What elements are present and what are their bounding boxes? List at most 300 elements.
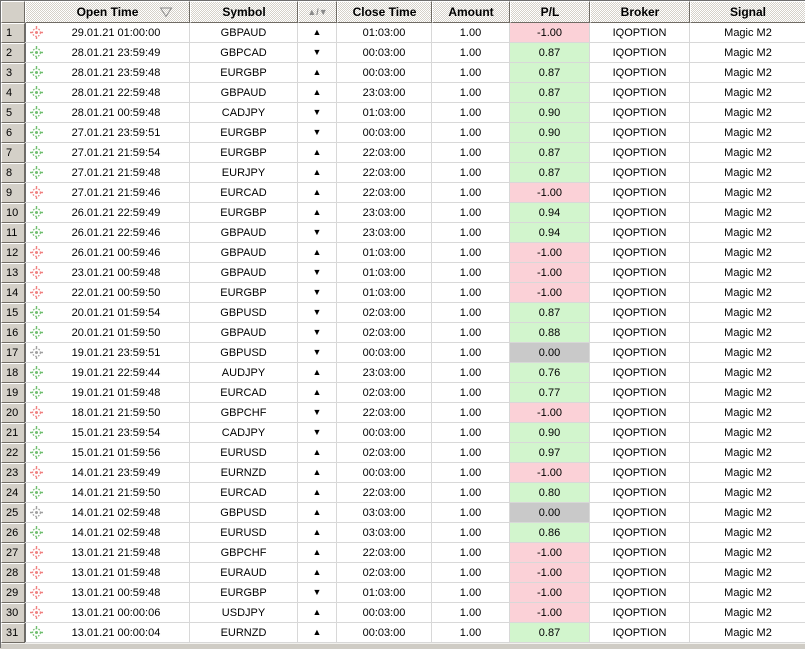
broker-cell: IQOPTION [590, 583, 690, 603]
amount-cell: 1.00 [432, 143, 510, 163]
open-time-value: 15.01.21 01:59:56 [71, 446, 161, 459]
direction-cell [298, 343, 337, 363]
pl-cell: -1.00 [510, 603, 590, 623]
row-number-button[interactable]: 29 [1, 583, 25, 603]
row-number-button[interactable]: 21 [1, 423, 25, 443]
close-time-cell: 22:03:00 [337, 483, 432, 503]
table-row[interactable] [1, 563, 805, 583]
broker-cell: IQOPTION [590, 83, 690, 103]
signal-cell: Magic M2 [690, 183, 805, 203]
row-number-button[interactable]: 2 [1, 43, 25, 63]
amount-cell: 1.00 [432, 403, 510, 423]
direction-down-icon: ▼ [312, 347, 322, 357]
symbol-cell: GBPUSD [190, 503, 298, 523]
open-time-cell [25, 323, 190, 343]
symbol-cell: GBPUSD [190, 343, 298, 363]
signal-header-label: Signal [729, 5, 766, 19]
open-time-value: 28.01.21 23:59:49 [71, 46, 161, 59]
signal-cell: Magic M2 [690, 443, 805, 463]
table-row[interactable] [1, 283, 805, 303]
signal-cell: Magic M2 [690, 223, 805, 243]
open-time-value: 27.01.21 21:59:48 [71, 166, 161, 179]
direction-cell [298, 563, 337, 583]
symbol-cell: GBPCHF [190, 543, 298, 563]
close-time-cell: 00:03:00 [337, 63, 432, 83]
row-number-button[interactable]: 27 [1, 543, 25, 563]
close-time-cell: 00:03:00 [337, 343, 432, 363]
open-time-value: 20.01.21 01:59:54 [71, 306, 161, 319]
direction-down-icon: ▼ [312, 227, 322, 237]
filter-funnel-icon[interactable] [159, 7, 173, 21]
pl-cell: 0.90 [510, 103, 590, 123]
broker-cell: IQOPTION [590, 463, 690, 483]
direction-down-icon: ▼ [312, 587, 322, 597]
pl-cell: 0.94 [510, 203, 590, 223]
col-header-direction[interactable] [298, 1, 337, 23]
broker-cell: IQOPTION [590, 443, 690, 463]
pl-cell: 0.87 [510, 143, 590, 163]
signal-cell: Magic M2 [690, 583, 805, 603]
table-row[interactable] [1, 383, 805, 403]
pl-cell: -1.00 [510, 583, 590, 603]
broker-cell: IQOPTION [590, 403, 690, 423]
direction-up-icon: ▲ [312, 447, 322, 457]
amount-cell: 1.00 [432, 83, 510, 103]
close-time-cell: 22:03:00 [337, 143, 432, 163]
open-time-cell [25, 463, 190, 483]
open-time-cell [25, 103, 190, 123]
table-row[interactable] [1, 163, 805, 183]
open-time-value: 26.01.21 22:59:46 [71, 226, 161, 239]
open-time-cell [25, 143, 190, 163]
open-time-cell [25, 523, 190, 543]
row-number-button[interactable]: 23 [1, 463, 25, 483]
direction-cell [298, 423, 337, 443]
result-loss-icon [30, 466, 43, 479]
row-number-button[interactable]: 15 [1, 303, 25, 323]
symbol-cell: EURCAD [190, 383, 298, 403]
result-win-icon [30, 306, 43, 319]
open-time-value: 20.01.21 01:59:50 [71, 326, 161, 339]
signal-cell: Magic M2 [690, 483, 805, 503]
pl-cell: 0.87 [510, 163, 590, 183]
symbol-cell: EURJPY [190, 163, 298, 183]
table-row[interactable] [1, 63, 805, 83]
table-row[interactable] [1, 223, 805, 243]
direction-down-icon: ▼ [312, 427, 322, 437]
open-time-cell [25, 283, 190, 303]
direction-up-icon: ▲ [312, 247, 322, 257]
amount-cell: 1.00 [432, 503, 510, 523]
direction-cell [298, 263, 337, 283]
col-header-symbol[interactable] [190, 1, 298, 23]
close-time-cell: 01:03:00 [337, 583, 432, 603]
table-row[interactable] [1, 323, 805, 343]
result-loss-icon [30, 186, 43, 199]
signal-cell: Magic M2 [690, 383, 805, 403]
direction-header-arrows-icon: ▲/▼ [307, 7, 328, 17]
amount-cell: 1.00 [432, 343, 510, 363]
close-time-cell: 01:03:00 [337, 243, 432, 263]
row-number-button[interactable]: 20 [1, 403, 25, 423]
direction-cell [298, 523, 337, 543]
signal-cell: Magic M2 [690, 23, 805, 43]
direction-cell [298, 283, 337, 303]
row-number-button[interactable]: 28 [1, 563, 25, 583]
signal-cell: Magic M2 [690, 603, 805, 623]
row-number-button[interactable]: 10 [1, 203, 25, 223]
broker-cell: IQOPTION [590, 423, 690, 443]
row-number-button[interactable]: 22 [1, 443, 25, 463]
direction-cell [298, 183, 337, 203]
symbol-cell: EURNZD [190, 623, 298, 643]
row-number-button[interactable]: 17 [1, 343, 25, 363]
direction-up-icon: ▲ [312, 627, 322, 637]
signal-cell: Magic M2 [690, 523, 805, 543]
direction-cell [298, 603, 337, 623]
col-header-broker[interactable] [590, 1, 690, 23]
table-header-row [1, 1, 805, 23]
table-row[interactable] [1, 603, 805, 623]
result-win-icon [30, 626, 43, 639]
row-number-button[interactable]: 30 [1, 603, 25, 623]
signal-cell: Magic M2 [690, 343, 805, 363]
result-win-icon [30, 486, 43, 499]
pl-cell: 0.87 [510, 303, 590, 323]
result-loss-icon [30, 406, 43, 419]
signal-cell: Magic M2 [690, 83, 805, 103]
open-time-value: 14.01.21 23:59:49 [71, 466, 161, 479]
amount-cell: 1.00 [432, 223, 510, 243]
table-row[interactable] [1, 243, 805, 263]
open-time-cell [25, 43, 190, 63]
direction-up-icon: ▲ [312, 67, 322, 77]
symbol-cell: CADJPY [190, 103, 298, 123]
symbol-cell: GBPCAD [190, 43, 298, 63]
direction-cell [298, 543, 337, 563]
close-time-cell: 23:03:00 [337, 223, 432, 243]
row-number-button[interactable]: 3 [1, 63, 25, 83]
close-time-cell: 01:03:00 [337, 283, 432, 303]
row-number-button[interactable]: 1 [1, 23, 25, 43]
close-time-cell: 02:03:00 [337, 563, 432, 583]
broker-cell: IQOPTION [590, 63, 690, 83]
open-time-header-label: Open Time [76, 5, 139, 19]
result-loss-icon [30, 26, 43, 39]
open-time-value: 13.01.21 00:00:04 [71, 626, 161, 639]
col-header-close-time[interactable] [337, 1, 432, 23]
amount-cell: 1.00 [432, 543, 510, 563]
close-time-cell: 00:03:00 [337, 423, 432, 443]
row-number-button[interactable]: 5 [1, 103, 25, 123]
result-win-icon [30, 86, 43, 99]
pl-cell: 0.97 [510, 443, 590, 463]
signal-cell: Magic M2 [690, 143, 805, 163]
corner-header-cell [1, 1, 25, 23]
bottom-strip [1, 643, 805, 649]
amount-cell: 1.00 [432, 163, 510, 183]
direction-cell [298, 63, 337, 83]
direction-down-icon: ▼ [312, 327, 322, 337]
row-number-button[interactable]: 24 [1, 483, 25, 503]
open-time-value: 13.01.21 01:59:48 [71, 566, 161, 579]
table-row[interactable] [1, 43, 805, 63]
row-number-button[interactable]: 14 [1, 283, 25, 303]
table-row[interactable] [1, 463, 805, 483]
direction-cell [298, 143, 337, 163]
direction-cell [298, 363, 337, 383]
pl-cell: -1.00 [510, 463, 590, 483]
signal-cell: Magic M2 [690, 463, 805, 483]
amount-cell: 1.00 [432, 603, 510, 623]
direction-up-icon: ▲ [312, 167, 322, 177]
broker-cell: IQOPTION [590, 43, 690, 63]
result-win-icon [30, 146, 43, 159]
open-time-cell [25, 243, 190, 263]
broker-cell: IQOPTION [590, 23, 690, 43]
col-header-open-time[interactable] [25, 1, 190, 23]
signal-cell: Magic M2 [690, 263, 805, 283]
open-time-cell [25, 383, 190, 403]
broker-cell: IQOPTION [590, 223, 690, 243]
symbol-cell: GBPCHF [190, 403, 298, 423]
result-loss-icon [30, 246, 43, 259]
amount-header-label: Amount [448, 5, 494, 19]
broker-cell: IQOPTION [590, 543, 690, 563]
table-row[interactable] [1, 363, 805, 383]
pl-cell: -1.00 [510, 403, 590, 423]
result-win-icon [30, 166, 43, 179]
open-time-value: 14.01.21 21:59:50 [71, 486, 161, 499]
amount-cell: 1.00 [432, 443, 510, 463]
row-number-button[interactable]: 4 [1, 83, 25, 103]
close-time-cell: 00:03:00 [337, 603, 432, 623]
broker-cell: IQOPTION [590, 603, 690, 623]
close-time-cell: 22:03:00 [337, 403, 432, 423]
symbol-header-label: Symbol [222, 5, 266, 19]
result-loss-icon [30, 286, 43, 299]
close-time-cell: 01:03:00 [337, 263, 432, 283]
open-time-cell [25, 583, 190, 603]
col-header-amount[interactable] [432, 1, 510, 23]
row-number-button[interactable]: 13 [1, 263, 25, 283]
result-draw-icon [30, 346, 43, 359]
broker-cell: IQOPTION [590, 283, 690, 303]
col-header-pl[interactable] [510, 1, 590, 23]
result-win-icon [30, 366, 43, 379]
direction-up-icon: ▲ [312, 387, 322, 397]
result-win-icon [30, 386, 43, 399]
table-row[interactable] [1, 203, 805, 223]
table-row[interactable] [1, 123, 805, 143]
open-time-value: 26.01.21 00:59:46 [71, 246, 161, 259]
open-time-cell [25, 343, 190, 363]
row-number-button[interactable]: 12 [1, 243, 25, 263]
symbol-cell: USDJPY [190, 603, 298, 623]
table-row[interactable] [1, 23, 805, 43]
open-time-cell [25, 303, 190, 323]
pl-cell: 0.90 [510, 423, 590, 443]
pl-cell: -1.00 [510, 563, 590, 583]
open-time-value: 19.01.21 23:59:51 [71, 346, 161, 359]
signal-cell: Magic M2 [690, 503, 805, 523]
open-time-cell [25, 123, 190, 143]
pl-cell: 0.94 [510, 223, 590, 243]
broker-cell: IQOPTION [590, 303, 690, 323]
pl-cell: -1.00 [510, 263, 590, 283]
row-number-button[interactable]: 31 [1, 623, 25, 643]
table-row[interactable] [1, 143, 805, 163]
open-time-cell [25, 443, 190, 463]
open-time-value: 13.01.21 00:59:48 [71, 586, 161, 599]
symbol-cell: EURAUD [190, 563, 298, 583]
row-number-button[interactable]: 6 [1, 123, 25, 143]
result-loss-icon [30, 566, 43, 579]
broker-cell: IQOPTION [590, 163, 690, 183]
table-row[interactable] [1, 583, 805, 603]
result-win-icon [30, 126, 43, 139]
table-row[interactable] [1, 503, 805, 523]
broker-header-label: Broker [620, 5, 660, 19]
row-number-button[interactable]: 16 [1, 323, 25, 343]
result-draw-icon [30, 506, 43, 519]
amount-cell: 1.00 [432, 523, 510, 543]
direction-cell [298, 383, 337, 403]
signal-cell: Magic M2 [690, 243, 805, 263]
table-row[interactable] [1, 263, 805, 283]
signal-cell: Magic M2 [690, 163, 805, 183]
symbol-cell: EURGBP [190, 143, 298, 163]
table-row[interactable] [1, 623, 805, 643]
table-row[interactable] [1, 303, 805, 323]
direction-up-icon: ▲ [312, 187, 322, 197]
amount-cell: 1.00 [432, 483, 510, 503]
open-time-cell [25, 483, 190, 503]
direction-cell [298, 403, 337, 423]
amount-cell: 1.00 [432, 183, 510, 203]
open-time-value: 26.01.21 22:59:49 [71, 206, 161, 219]
result-win-icon [30, 446, 43, 459]
close-time-cell: 02:03:00 [337, 383, 432, 403]
signal-cell: Magic M2 [690, 43, 805, 63]
row-number-button[interactable]: 18 [1, 363, 25, 383]
symbol-cell: GBPAUD [190, 223, 298, 243]
open-time-value: 27.01.21 21:59:46 [71, 186, 161, 199]
signal-cell: Magic M2 [690, 623, 805, 643]
close-time-cell: 01:03:00 [337, 23, 432, 43]
open-time-value: 29.01.21 01:00:00 [71, 26, 161, 39]
row-number-button[interactable]: 19 [1, 383, 25, 403]
amount-cell: 1.00 [432, 423, 510, 443]
symbol-cell: EURUSD [190, 523, 298, 543]
open-time-cell [25, 563, 190, 583]
table-row[interactable] [1, 523, 805, 543]
broker-cell: IQOPTION [590, 183, 690, 203]
pl-cell: -1.00 [510, 183, 590, 203]
pl-cell: -1.00 [510, 283, 590, 303]
open-time-cell [25, 63, 190, 83]
table-row[interactable] [1, 83, 805, 103]
broker-cell: IQOPTION [590, 483, 690, 503]
direction-up-icon: ▲ [312, 467, 322, 477]
broker-cell: IQOPTION [590, 383, 690, 403]
symbol-cell: GBPAUD [190, 23, 298, 43]
direction-up-icon: ▲ [312, 27, 322, 37]
pl-cell: 0.77 [510, 383, 590, 403]
result-loss-icon [30, 606, 43, 619]
direction-down-icon: ▼ [312, 47, 322, 57]
open-time-value: 14.01.21 02:59:48 [71, 526, 161, 539]
result-loss-icon [30, 586, 43, 599]
direction-cell [298, 443, 337, 463]
table-row[interactable] [1, 443, 805, 463]
row-number-button[interactable]: 25 [1, 503, 25, 523]
amount-cell: 1.00 [432, 63, 510, 83]
close-time-cell: 22:03:00 [337, 183, 432, 203]
direction-cell [298, 243, 337, 263]
table-row[interactable] [1, 403, 805, 423]
close-time-cell: 22:03:00 [337, 163, 432, 183]
row-number-button[interactable]: 7 [1, 143, 25, 163]
symbol-cell: GBPUSD [190, 303, 298, 323]
table-row[interactable] [1, 423, 805, 443]
signal-cell: Magic M2 [690, 323, 805, 343]
close-time-cell: 03:03:00 [337, 503, 432, 523]
table-row[interactable] [1, 343, 805, 363]
amount-cell: 1.00 [432, 363, 510, 383]
close-time-cell: 02:03:00 [337, 443, 432, 463]
row-number-button[interactable]: 8 [1, 163, 25, 183]
close-time-cell: 23:03:00 [337, 363, 432, 383]
direction-down-icon: ▼ [312, 127, 322, 137]
open-time-cell [25, 203, 190, 223]
pl-header-label: P/L [540, 5, 560, 19]
open-time-value: 13.01.21 00:00:06 [71, 606, 161, 619]
close-time-header-label: Close Time [352, 5, 417, 19]
row-number-button[interactable]: 9 [1, 183, 25, 203]
table-row[interactable] [1, 183, 805, 203]
direction-cell [298, 83, 337, 103]
amount-cell: 1.00 [432, 103, 510, 123]
direction-cell [298, 303, 337, 323]
symbol-cell: EURCAD [190, 483, 298, 503]
table-row[interactable] [1, 483, 805, 503]
broker-cell: IQOPTION [590, 323, 690, 343]
result-win-icon [30, 226, 43, 239]
direction-up-icon: ▲ [312, 147, 322, 157]
broker-cell: IQOPTION [590, 243, 690, 263]
symbol-cell: AUDJPY [190, 363, 298, 383]
broker-cell: IQOPTION [590, 523, 690, 543]
open-time-value: 28.01.21 22:59:48 [71, 86, 161, 99]
row-number-button[interactable]: 26 [1, 523, 25, 543]
col-header-signal[interactable] [690, 1, 805, 23]
symbol-cell: GBPAUD [190, 83, 298, 103]
table-row[interactable] [1, 103, 805, 123]
result-win-icon [30, 426, 43, 439]
broker-cell: IQOPTION [590, 143, 690, 163]
symbol-cell: EURUSD [190, 443, 298, 463]
row-number-button[interactable]: 11 [1, 223, 25, 243]
direction-cell [298, 503, 337, 523]
pl-cell: -1.00 [510, 243, 590, 263]
pl-cell: 0.87 [510, 43, 590, 63]
direction-cell [298, 323, 337, 343]
signal-cell: Magic M2 [690, 123, 805, 143]
amount-cell: 1.00 [432, 43, 510, 63]
open-time-value: 15.01.21 23:59:54 [71, 426, 161, 439]
table-row[interactable] [1, 543, 805, 563]
